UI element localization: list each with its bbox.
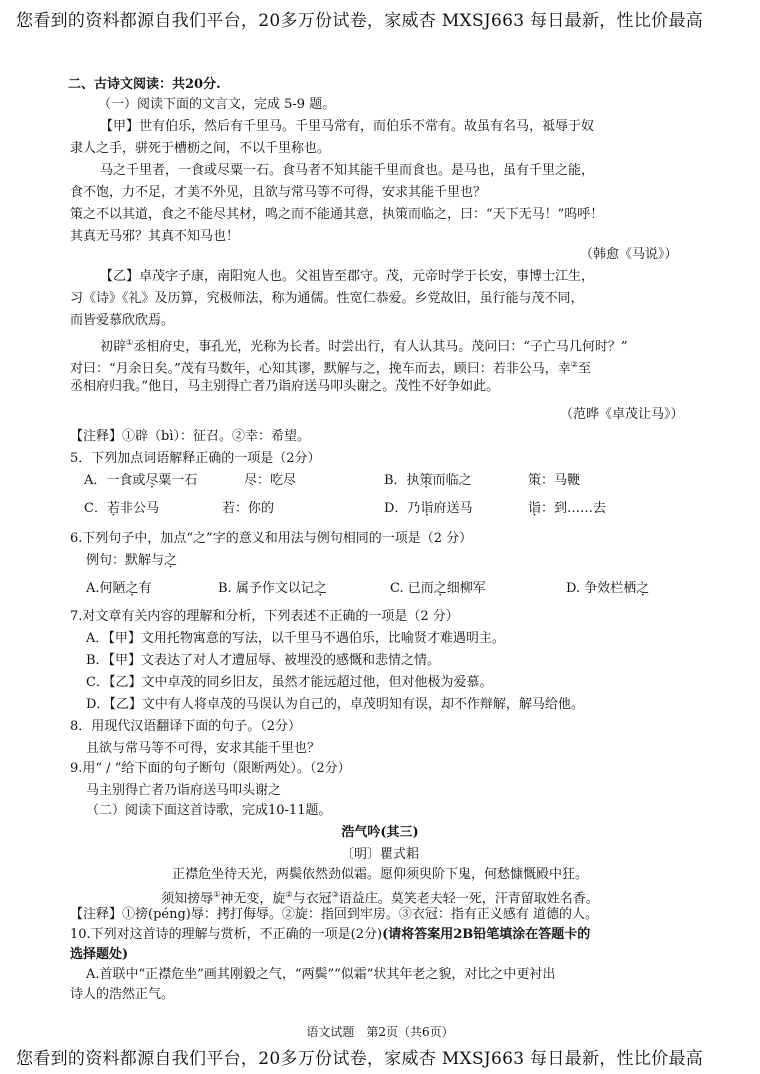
- q5-stem: 5．下列加点词语解释正确的一项是（2分）: [70, 451, 321, 466]
- q8-stem: 8．用现代汉语翻译下面的句子。（2分）: [70, 719, 302, 734]
- q6-option-b: B. 属予作文以记之: [218, 581, 327, 596]
- top-banner: 您看到的资料都源自我们平台，20多万份试卷，家威杏 MXSJ663 每日最新，性比价最高: [16, 11, 704, 31]
- q10-option-a-line-1: A.首联中“正襟危坐”画其刚毅之气，“两鬓”“似霜”状其年老之貌，对比之中更衬出: [86, 967, 556, 982]
- q10-stem-cont: 选择题处): [70, 947, 129, 962]
- q6-option-d: D. 争效栏栖之: [566, 581, 650, 596]
- page-footer: 语文试题 第2页（共6页）: [306, 1025, 454, 1039]
- jia-line-4: 食不饱，力不足，才美不外见，且欲与常马等不可得，安求其能千里也？: [70, 185, 487, 200]
- q5-option-c: C．若非公马: [84, 501, 159, 516]
- part1-intro: （一）阅读下面的文言文，完成 5-9 题。: [98, 97, 336, 112]
- jia-line-5: 策之不以其道，食之不能尽其材，鸣之而不能通其意，执策而临之，曰：“天下无马！”呜呼！: [70, 207, 604, 222]
- q7-option-c: C．【乙】文中卓茂的同乡旧友，虽然才能远超过他，但对他极为爱慕。: [86, 675, 493, 690]
- q5-option-d: D．乃诣府送马: [384, 501, 473, 516]
- jia-line-2: 隶人之手，骈死于槽枥之间，不以千里称也。: [70, 141, 331, 156]
- q7-option-a: A．【甲】文用托物寓意的写法，以千里马不遇伯乐，比喻贤才难遇明主。: [86, 631, 505, 646]
- yi-line-3: 而皆爱慕欣欣焉。: [70, 313, 175, 328]
- yi-line-1: 【乙】卓茂字子康，南阳宛人也。父祖皆至郡守。茂，元帝时学于长安，事博士江生，: [100, 269, 595, 284]
- q9-sentence: 马主别得亡者乃诣府送马叩头谢之: [86, 783, 282, 798]
- q6-example: 例句：默解与之: [86, 553, 178, 568]
- yi-line-5: 对曰：“月余日矣。”茂有马数年，心知其谬，默解与之，挽车而去，顾曰：若非公马，幸②至: [70, 360, 591, 377]
- q5-option-b: B．执策而临之: [384, 473, 472, 488]
- part2-intro: （二）阅读下面这首诗歌，完成10-11题。: [86, 803, 332, 818]
- q5-option-b-gloss: 策：马鞭: [528, 473, 581, 488]
- jia-source: （韩愈《马说》）: [580, 247, 678, 262]
- notes-2: 【注释】①搒(péng)辱：拷打侮辱。②旋：指回到牢房。③衣冠：指有正义感有 道德的人。: [70, 907, 598, 922]
- jia-line-1: 【甲】世有伯乐，然后有千里马。千里马常有，而伯乐不常有。故虽有名马，祗辱于奴: [100, 119, 595, 134]
- q6-stem: 6.下列句子中，加点“之”字的意义和用法与例句相同的一项是（2 分）: [70, 531, 473, 546]
- poem-line-2: 须知搒辱①神无变，旋②与衣冠③语益庄。莫笑老夫轻一死，汗青留取姓名香。: [161, 890, 599, 907]
- q9-stem: 9.用“ / ”给下面的句子断句（限断两处）。（2分）: [70, 761, 351, 776]
- q8-sentence: 且欲与常马等不可得，安求其能千里也？: [86, 741, 321, 756]
- q5-option-a: A．一食或尽粟一石: [84, 473, 198, 488]
- poem-author: 〔明〕瞿式耜: [340, 847, 419, 862]
- q6-option-a: A.何陋之有: [86, 581, 152, 596]
- q6-option-c: C. 已而之细柳军: [390, 581, 486, 596]
- yi-line-4: 初辟①丞相府史，事孔光，光称为长者。时尝出行，有人认其马。茂问曰：“子亡马几何时？”: [100, 338, 628, 355]
- q10-option-a-line-2: 诗人的浩然正气。: [70, 987, 175, 1002]
- section-title: 二、古诗文阅读：共20分.: [68, 77, 221, 92]
- q7-stem: 7.对文章有关内容的理解和分析，下列表述不正确的一项是（2 分）: [70, 609, 459, 624]
- q5-option-a-gloss: 尽：吃尽: [244, 473, 297, 488]
- poem-line-1: 正襟危坐待天光，两鬓依然劲似霜。愿仰须臾阶下鬼，何愁慷慨殿中狂。: [171, 867, 588, 882]
- jia-line-6: 其真无马邪？其真不知马也！: [70, 229, 240, 244]
- q7-option-b: B．【甲】文表达了对人才遭屈辱、被埋没的感慨和悲情之情。: [86, 653, 441, 668]
- jia-line-3: 马之千里者，一食或尽粟一石。食马者不知其能千里而食也。是马也，虽有千里之能，: [100, 163, 595, 178]
- bottom-banner: 您看到的资料都源自我们平台，20多万份试卷，家威杏 MXSJ663 每日最新，性比价最高: [16, 1049, 704, 1069]
- notes-1: 【注释】①辟（bì）：征召。②幸：希望。: [70, 429, 310, 444]
- q5-option-d-gloss: 诣：到……去: [528, 501, 607, 516]
- q7-option-d: D．【乙】文中有人将卓茂的马误认为自己的，卓茂明知有误，却不作辩解，解马给他。: [86, 697, 584, 712]
- q10-stem: 10.下列对这首诗的理解与赏析，不正确的一项是(2分)(请将答案用2B铅笔填涂在答题卡的: [70, 927, 591, 942]
- yi-line-6: 丞相府归我。”他日，马主别得亡者乃诣府送马叩头谢之。茂性不好争如此。: [70, 379, 500, 394]
- q5-option-c-gloss: 若：你的: [222, 501, 275, 516]
- yi-line-2: 习《诗》《礼》及历算，究极师法，称为通儒。性宽仁恭爱。乡党故旧，虽行能与茂不同，: [70, 291, 584, 306]
- poem-title: 浩气吟(其三): [341, 825, 419, 840]
- yi-source: （范晔《卓茂让马》）: [560, 407, 684, 422]
